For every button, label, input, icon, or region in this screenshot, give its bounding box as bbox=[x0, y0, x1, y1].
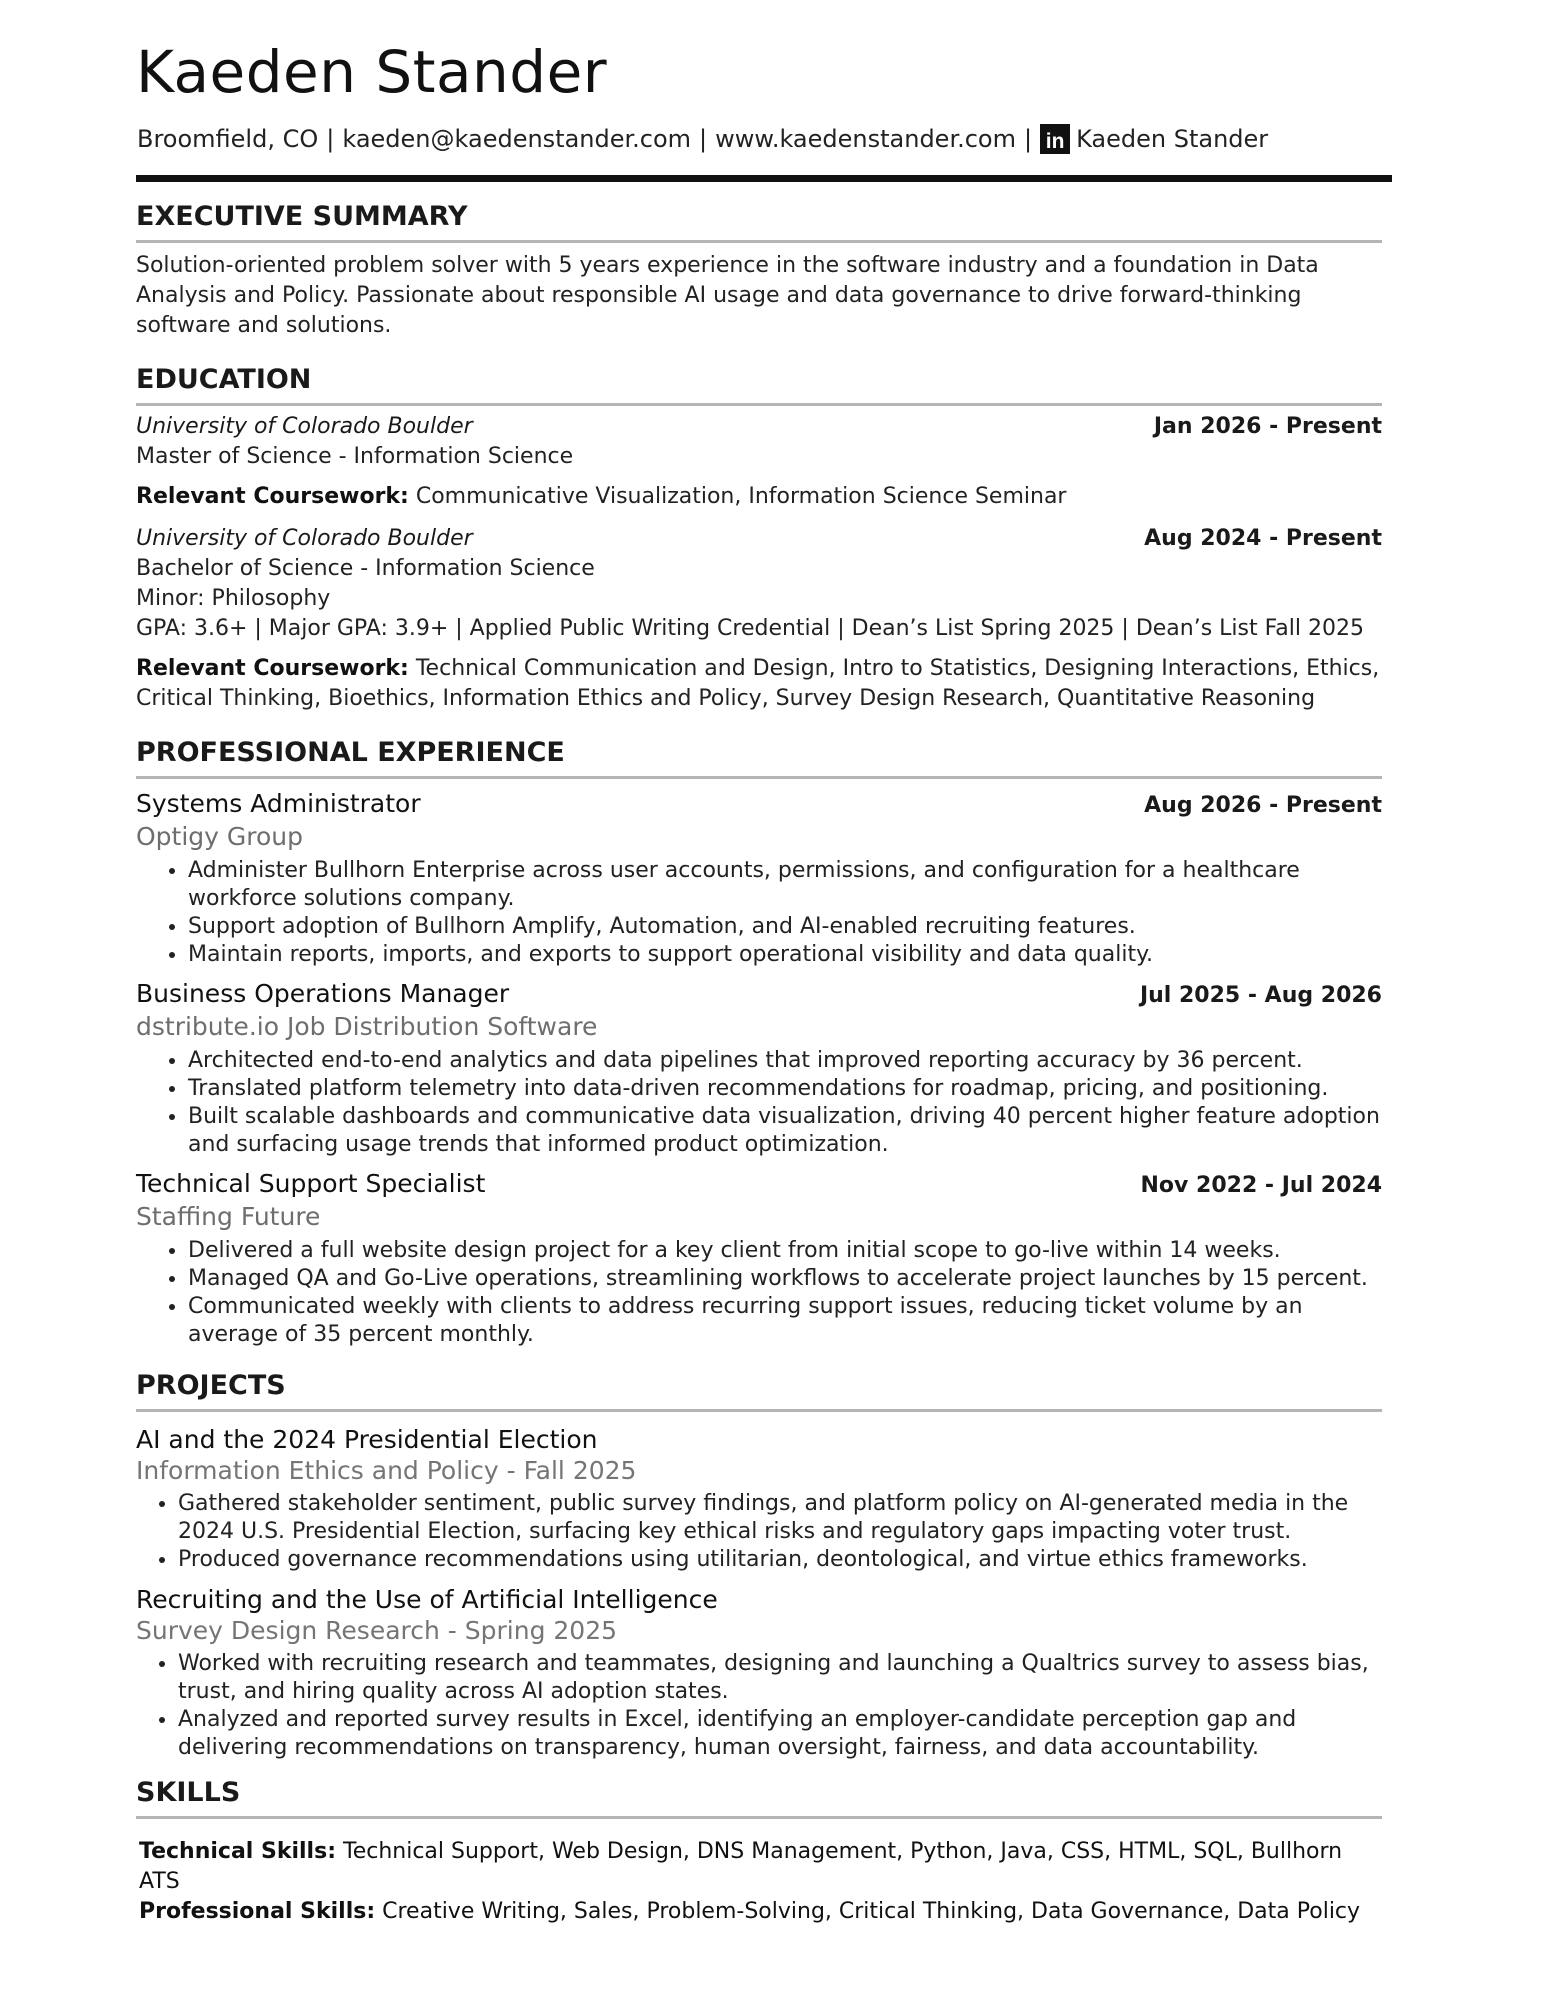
company-name: Staffing Future bbox=[136, 1202, 321, 1231]
bullet-item: • Maintain reports, imports, and exports to support operational visibility and data quality. bbox=[188, 941, 1382, 969]
date-range: Nov 2022 - Jul 2024 bbox=[1140, 1173, 1382, 1198]
website-link[interactable]: www.kaedenstander.com bbox=[715, 125, 1016, 153]
education-section bbox=[136, 363, 1382, 714]
technical-skills bbox=[139, 1837, 1382, 1897]
date-range: Aug 2024 - Present bbox=[1144, 526, 1382, 551]
job-entry bbox=[136, 1167, 1382, 1349]
bullet-item: • Support adoption of Bullhorn Amplify, Automation, and AI-enabled recruiting features. bbox=[188, 913, 1382, 941]
bullet-item: • Architected end-to-end analytics and data pipelines that improved reporting accuracy by 36 percent. bbox=[188, 1047, 1382, 1075]
project-subtitle: Information Ethics and Policy - Fall 2025 bbox=[136, 1456, 637, 1485]
bullet-item: • Built scalable dashboards and communicative data visualization, driving 40 percent higher feature adoption and surfacing usage trends that informed product optimization. bbox=[188, 1103, 1382, 1159]
summary-section bbox=[136, 200, 1382, 341]
coursework-label: Relevant Coursework: bbox=[136, 484, 409, 509]
job-entry bbox=[136, 977, 1382, 1159]
skills-values: Technical Support, Web Design, DNS Management, Python, Java, CSS, HTML, SQL, Bullhorn ATS bbox=[139, 1839, 1343, 1894]
project-title: AI and the 2024 Presidential Election bbox=[136, 1425, 598, 1454]
skills-label: Technical Skills: bbox=[139, 1839, 336, 1864]
degree: Bachelor of Science - Information Science bbox=[136, 556, 595, 581]
section-title: SKILLS bbox=[136, 1777, 241, 1808]
bullet-item: • Gathered stakeholder sentiment, public survey findings, and platform policy on AI-generated media in the 2024 U.S. Presidential Election, surfacing key ethical risks and regulatory gaps impacting voter trust. bbox=[178, 1490, 1382, 1546]
bullet-item: • Produced governance recommendations using utilitarian, deontological, and virtue ethics frameworks. bbox=[178, 1546, 1382, 1574]
education-entry bbox=[136, 524, 1382, 714]
skills-values: Creative Writing, Sales, Problem-Solving, Critical Thinking, Data Governance, Data Policy bbox=[382, 1899, 1361, 1924]
section-title: PROFESSIONAL EXPERIENCE bbox=[136, 737, 565, 768]
project-entry bbox=[136, 1584, 1382, 1762]
section-title: EDUCATION bbox=[136, 364, 312, 395]
project-entry bbox=[136, 1424, 1382, 1574]
section-divider bbox=[136, 1409, 1382, 1412]
bullet-list bbox=[136, 857, 1382, 969]
skills-list bbox=[136, 1837, 1382, 1927]
job-title: Technical Support Specialist bbox=[136, 1169, 486, 1198]
coursework bbox=[136, 654, 1382, 714]
degree: Master of Science - Information Science bbox=[136, 444, 574, 469]
bullet-item: • Analyzed and reported survey results in Excel, identifying an employer-candidate perception gap and delivering recommendations on transparency, human oversight, fairness, and data accountability. bbox=[178, 1706, 1382, 1762]
summary-text: Solution-oriented problem solver with 5 years experience in the software industry and a foundation in Data Analysis and Policy. Passionate about responsible AI usage and data governance to drive forward-thinking software and solutions. bbox=[136, 253, 1319, 338]
coursework-list: Technical Communication and Design, Intro to Statistics, Designing Interactions, Ethics, Critical Thinking, Bioethics, Information Ethics and Policy, Survey Design Research, Quantitative Reasoning bbox=[136, 656, 1380, 711]
honors: GPA: 3.6+ | Major GPA: 3.9+ | Applied Public Writing Credential | Dean’s List Spring 2025 | Dean’s List Fall 2025 bbox=[136, 616, 1364, 641]
company-name: Optigy Group bbox=[136, 822, 304, 851]
professional-skills bbox=[139, 1897, 1382, 1927]
linkedin-link[interactable]: Kaeden Stander bbox=[1076, 125, 1269, 153]
linkedin-icon[interactable]: in bbox=[1040, 124, 1070, 154]
contact-line bbox=[137, 124, 1268, 154]
bullet-item: • Delivered a full website design project for a key client from initial scope to go-live within 14 weeks. bbox=[188, 1237, 1382, 1265]
section-divider bbox=[136, 403, 1382, 406]
job-entry bbox=[136, 787, 1382, 969]
skills-label: Professional Skills: bbox=[139, 1899, 376, 1924]
bullet-item: • Managed QA and Go-Live operations, streamlining workflows to accelerate project launches by 15 percent. bbox=[188, 1265, 1382, 1293]
bullet-list bbox=[136, 1237, 1382, 1349]
resume-content bbox=[136, 200, 1382, 1927]
bullet-item: • Worked with recruiting research and teammates, designing and launching a Qualtrics survey to assess bias, trust, and hiring quality across AI adoption states. bbox=[178, 1650, 1382, 1706]
section-divider bbox=[136, 776, 1382, 779]
separator: | bbox=[699, 125, 708, 153]
bullet-list bbox=[136, 1490, 1382, 1574]
bullet-list bbox=[136, 1047, 1382, 1159]
date-range: Jul 2025 - Aug 2026 bbox=[1139, 983, 1382, 1008]
project-subtitle: Survey Design Research - Spring 2025 bbox=[136, 1616, 618, 1645]
coursework bbox=[136, 482, 1382, 512]
date-range: Aug 2026 - Present bbox=[1144, 793, 1382, 818]
bullet-item: • Translated platform telemetry into data-driven recommendations for roadmap, pricing, and positioning. bbox=[188, 1075, 1382, 1103]
school-name: University of Colorado Boulder bbox=[136, 414, 473, 439]
education-entry bbox=[136, 412, 1382, 512]
job-title: Systems Administrator bbox=[136, 789, 421, 818]
section-title: PROJECTS bbox=[136, 1370, 286, 1401]
separator: | bbox=[326, 125, 335, 153]
project-title: Recruiting and the Use of Artificial Intelligence bbox=[136, 1585, 718, 1614]
bullet-item: • Communicated weekly with clients to address recurring support issues, reducing ticket volume by an average of 35 percent monthly. bbox=[188, 1293, 1382, 1349]
skills-section bbox=[136, 1776, 1382, 1927]
section-divider bbox=[136, 1816, 1382, 1819]
section-title: EXECUTIVE SUMMARY bbox=[136, 201, 468, 232]
separator: | bbox=[1024, 125, 1033, 153]
header-divider bbox=[136, 175, 1392, 182]
experience-section bbox=[136, 736, 1382, 1349]
location: Broomfield, CO bbox=[137, 125, 319, 153]
minor: Minor: Philosophy bbox=[136, 586, 331, 611]
company-name: dstribute.io Job Distribution Software bbox=[136, 1012, 598, 1041]
coursework-label: Relevant Coursework: bbox=[136, 656, 409, 681]
candidate-name: Kaeden Stander bbox=[136, 38, 608, 106]
projects-section bbox=[136, 1369, 1382, 1762]
date-range: Jan 2026 - Present bbox=[1153, 414, 1382, 439]
bullet-list bbox=[136, 1650, 1382, 1762]
section-divider bbox=[136, 240, 1382, 243]
job-title: Business Operations Manager bbox=[136, 979, 510, 1008]
coursework-list: Communicative Visualization, Information Science Seminar bbox=[415, 484, 1067, 509]
school-name: University of Colorado Boulder bbox=[136, 526, 473, 551]
bullet-item: • Administer Bullhorn Enterprise across user accounts, permissions, and configuration for a healthcare workforce solutions company. bbox=[188, 857, 1382, 913]
email-link[interactable]: kaeden@kaedenstander.com bbox=[342, 125, 692, 153]
